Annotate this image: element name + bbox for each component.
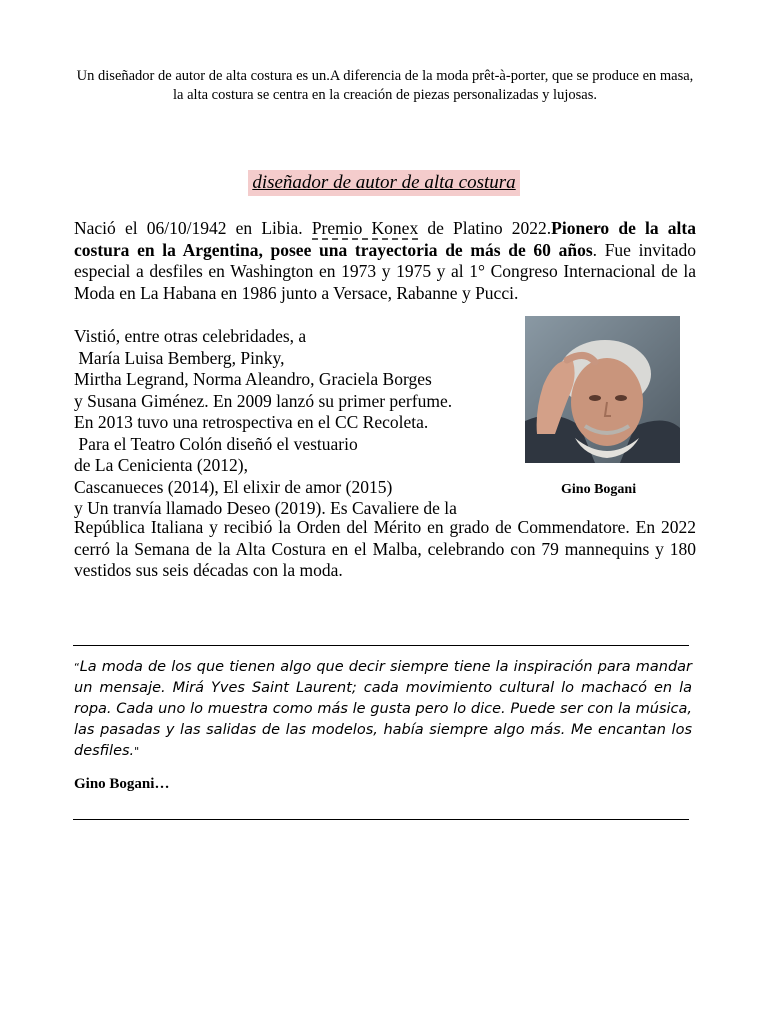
- bio-line: Para el Teatro Colón diseñó el vestuario: [74, 433, 358, 454]
- bio-line: Cascanueces (2014), El elixir de amor (2015): [74, 476, 393, 497]
- quote-block: [74, 657, 692, 762]
- intro-paragraph: Un diseñador de autor de alta costura es un.A diferencia de la moda prêt-à-porter, que se produce en masa, la alta costura se centra en la creación de piezas personalizadas y lujosas.: [76, 68, 694, 103]
- bio-line: Mirtha Legrand, Norma Aleandro, Graciela Borges: [74, 369, 432, 389]
- portrait-illustration: [525, 316, 680, 463]
- bio-line: y Susana Giménez. En 2009 lanzó su primer perfume.: [74, 390, 453, 411]
- quote-close-mark: ": [134, 745, 140, 758]
- bio-line: de La Cenicienta (2012),: [74, 455, 248, 475]
- bio-birth-text: Nació el 06/10/1942 en Libia.: [74, 218, 312, 238]
- bio-line: En 2013 tuvo una retrospectiva en el CC Recoleta.: [74, 412, 429, 432]
- bio-line: Vistió, entre otras celebridades, a: [74, 326, 307, 346]
- heading-wrap: [0, 170, 768, 196]
- top-divider: [73, 645, 689, 646]
- bio-prize-text: de Platino 2022.: [418, 218, 552, 238]
- bottom-divider: [73, 819, 689, 820]
- quote-author: Gino Bogani…: [74, 776, 170, 792]
- bio-paragraph: [74, 218, 696, 304]
- section-heading: diseñador de autor de alta costura: [248, 170, 519, 196]
- portrait-photo: [525, 316, 680, 463]
- quote-open-mark: “: [74, 661, 80, 674]
- bio-line: y Un tranvía llamado Deseo (2019). Es Cavaliere de la: [74, 498, 457, 518]
- bio-column: [74, 326, 534, 520]
- bio-tail-paragraph: República Italiana y recibió la Orden del Mérito en grado de Commendatore. En 2022 cerró la Semana de la Alta Costura en el Malba, celebrando con 79 mannequins y 180 vestidos sus seis décadas con la moda.: [74, 517, 696, 580]
- konex-prize-link: Premio Konex: [311, 218, 419, 238]
- photo-caption: Gino Bogani: [561, 482, 637, 497]
- bio-career-text: . Fue invitado especial a desfiles en Washington en 1973 y 1975 y al 1° Congreso Internacional de la Moda en La Habana en 1986 junto a Versace, Rabanne y Pucci.: [74, 239, 696, 303]
- bio-line: María Luisa Bemberg, Pinky,: [74, 347, 285, 368]
- quote-text: La moda de los que tienen algo que decir siempre tiene la inspiración para mandar un mensaje. Mirá Yves Saint Laurent; cada movimiento cultural lo machacó en la ropa. Cada uno lo muestra como más le gusta pero lo dice. Puede ser con la música, las pasadas y las salidas de las modelos, había siempre algo más. Me encantan los desfiles.: [74, 659, 692, 759]
- bio-highlight: Pionero de la alta costura en la Argentina, posee una trayectoria de más de 60 años: [74, 218, 696, 260]
